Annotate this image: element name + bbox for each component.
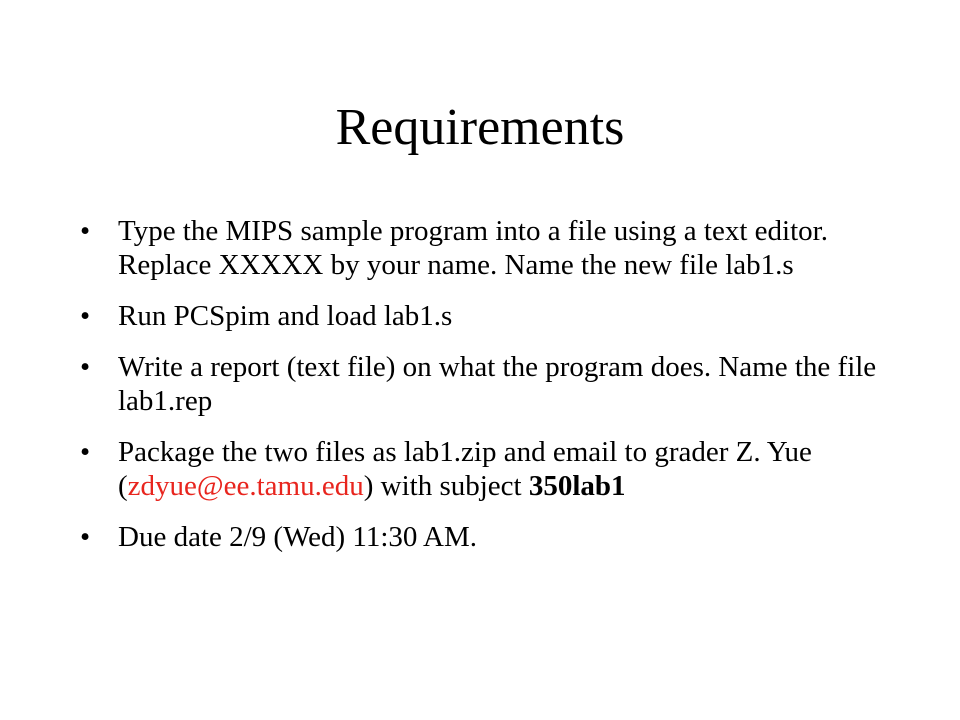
bullet-text: Due date 2/9 (Wed) 11:30 AM.	[118, 521, 478, 553]
grader-email-link[interactable]: zdyue@ee.tamu.edu	[127, 470, 364, 502]
bullet-text: Write a report (text file) on what the program does. Name the file lab1.rep	[118, 351, 877, 417]
bullet-item-3	[80, 350, 920, 418]
bullet-icon: •	[80, 521, 91, 553]
bullet-list	[80, 214, 920, 571]
bullet-item-5	[80, 520, 920, 554]
email-subject: 350lab1	[528, 470, 626, 502]
slide-title: Requirements	[335, 99, 625, 156]
bullet-icon: •	[80, 300, 91, 332]
bullet-text: Type the MIPS sample program into a file using a text editor. Replace XXXXX by your name. Name the new file lab1.s	[118, 215, 828, 281]
bullet-item-2	[80, 299, 920, 333]
bullet-text-before-email: Package the two files as lab1.zip and email to grader Z. Yue (	[118, 436, 812, 502]
bullet-text	[118, 436, 812, 502]
bullet-text-after-email: ) with subject	[363, 470, 529, 502]
bullet-icon: •	[80, 215, 91, 247]
bullet-item-4	[80, 435, 920, 503]
bullet-icon: •	[80, 351, 91, 383]
bullet-text: Run PCSpim and load lab1.s	[118, 300, 453, 332]
bullet-icon: •	[80, 436, 91, 468]
bullet-item-1	[80, 214, 920, 282]
